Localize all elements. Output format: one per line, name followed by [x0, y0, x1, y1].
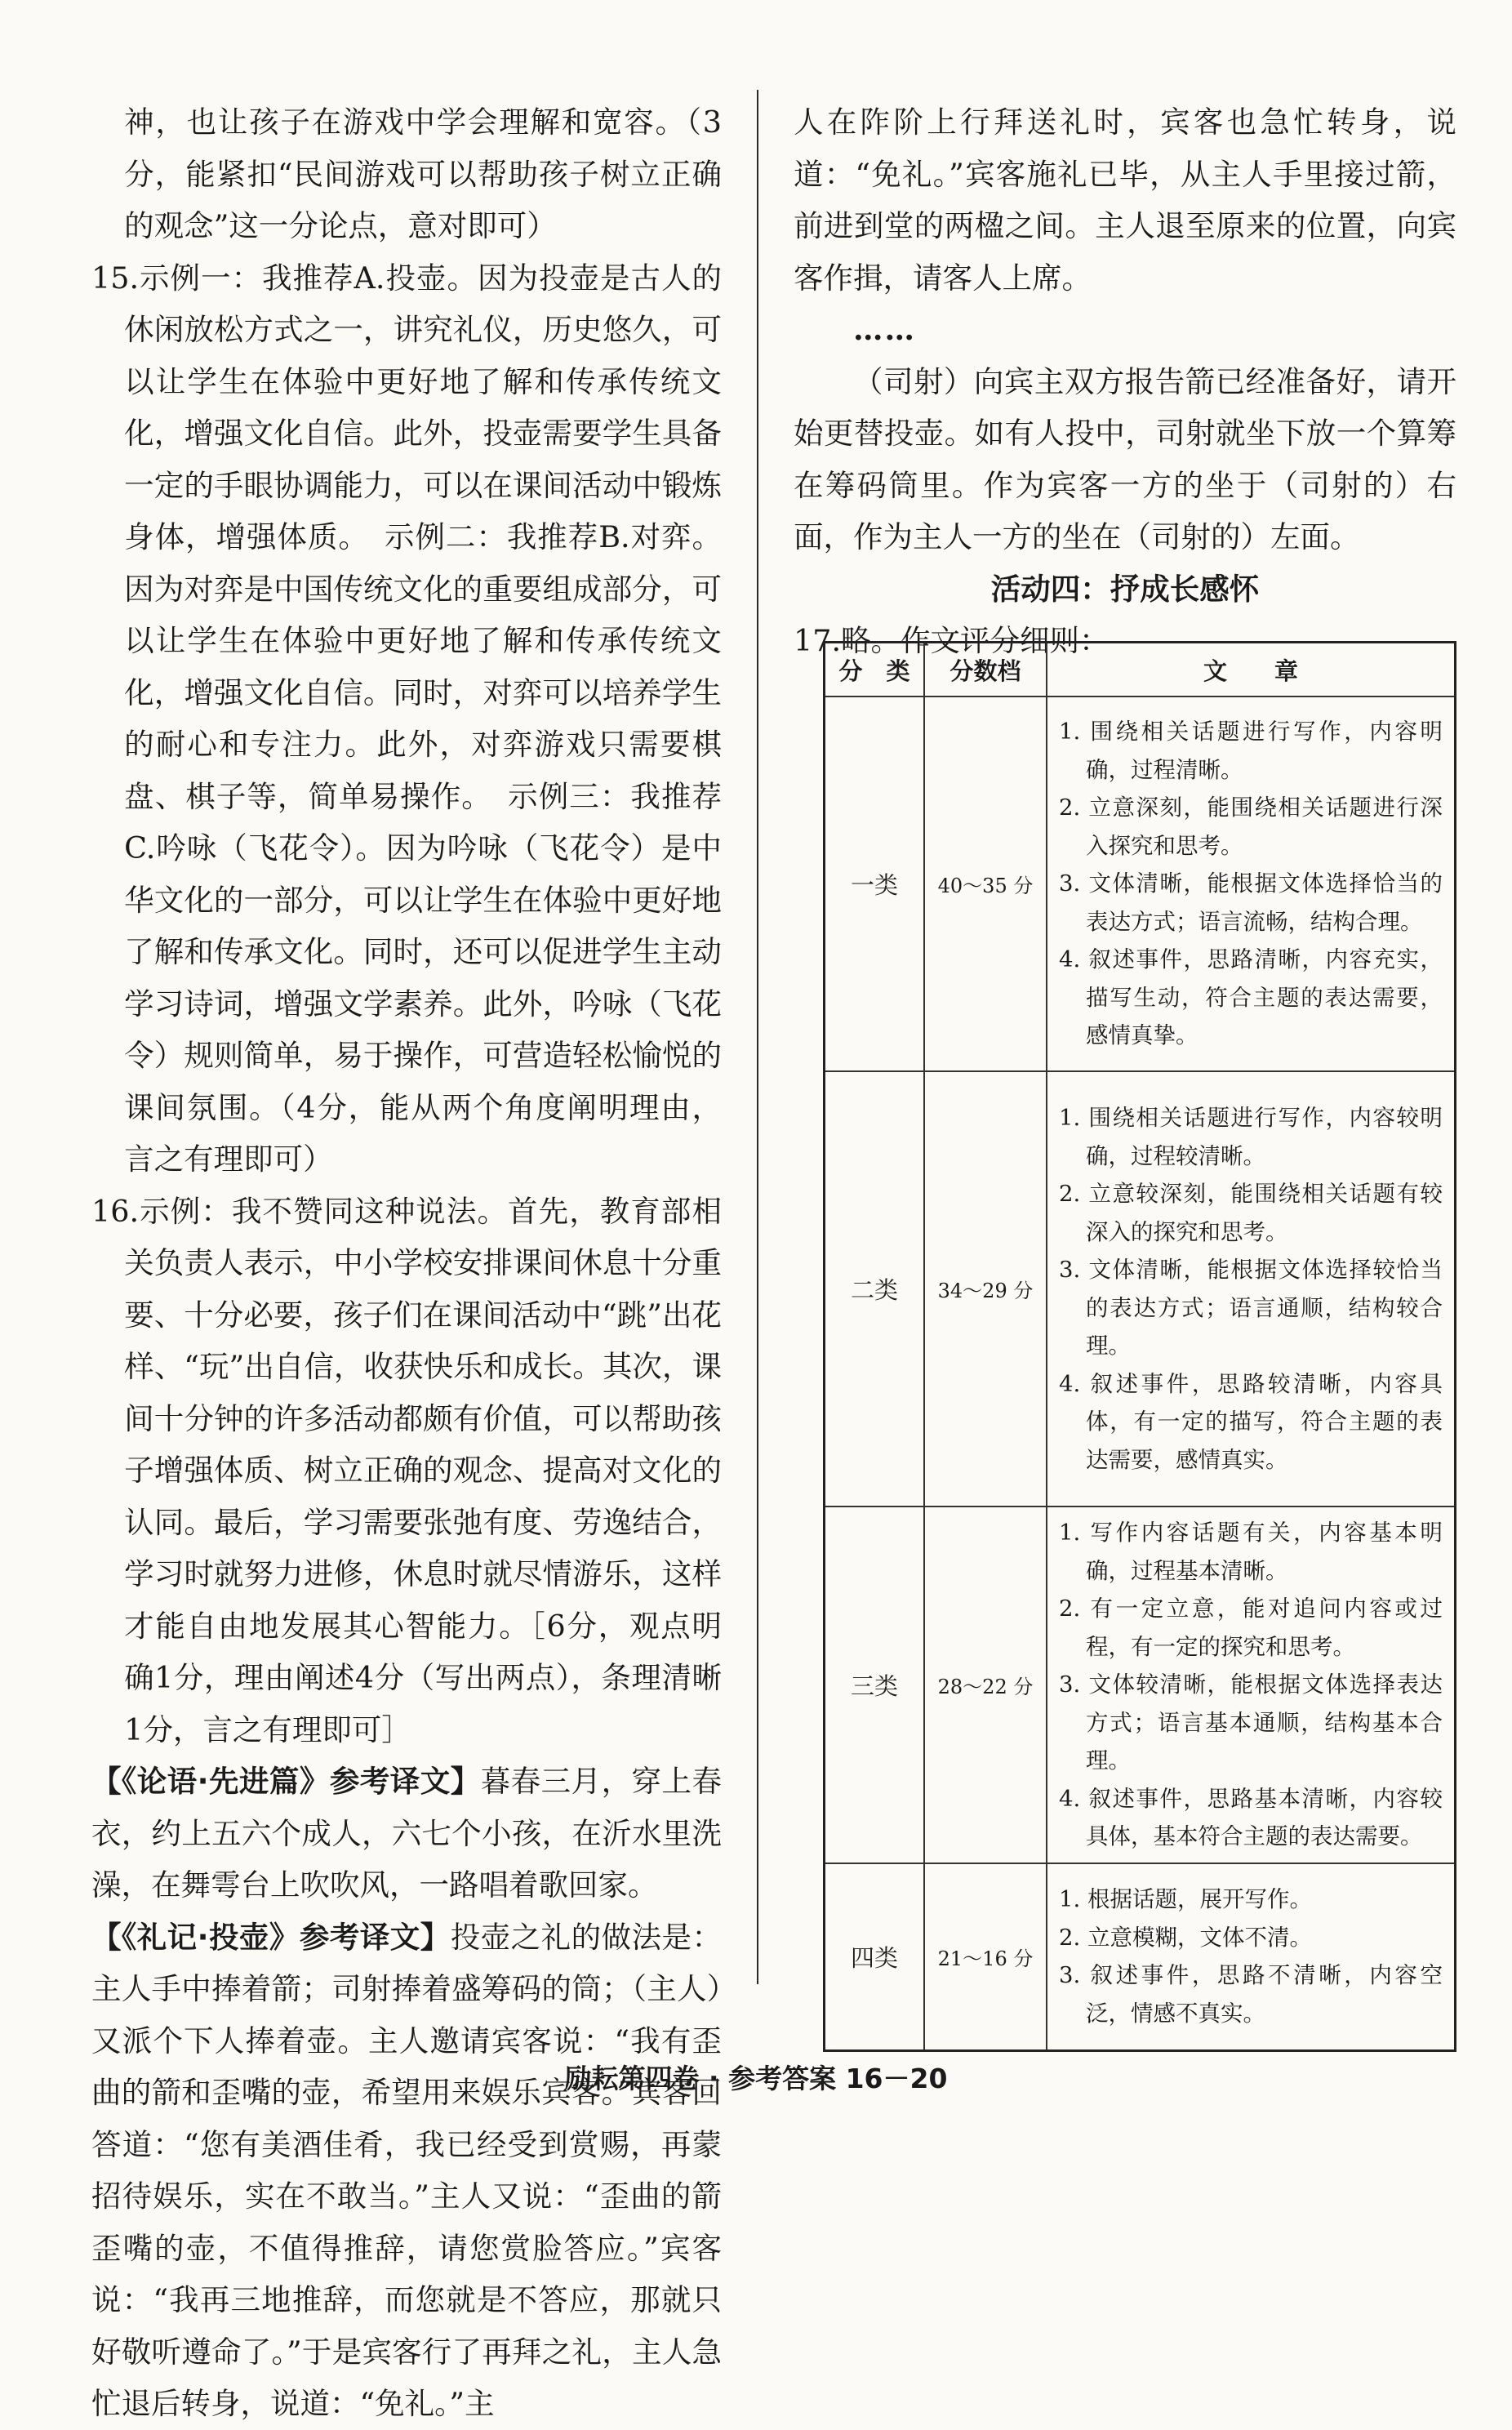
criterion: 3. 文体较清晰，能根据文体选择表达方式；语言基本通顺，结构基本合理。 — [1059, 1671, 1443, 1774]
criterion: 4. 叙述事件，思路清晰，内容充实，描写生动，符合主题的表达需要，感情真挚。 — [1059, 946, 1443, 1049]
row-description — [1047, 1863, 1456, 2051]
header-article: 文 章 — [1047, 643, 1456, 697]
criterion: 2. 立意深刻，能围绕相关话题进行深入探究和思考。 — [1059, 794, 1443, 859]
criterion: 2. 有一定立意，能对追问内容或过程，有一定的探究和思考。 — [1059, 1596, 1443, 1660]
criterion: 3. 叙述事件，思路不清晰，内容空泛，情感不真实。 — [1059, 1962, 1443, 2027]
table-row — [825, 697, 1456, 1071]
right-column — [794, 96, 1456, 667]
header-category: 分 类 — [825, 643, 925, 697]
activity-four-title: 活动四：抒成长感怀 — [990, 571, 1260, 607]
essay-rubric-table — [823, 641, 1456, 2052]
row-description — [1047, 1507, 1456, 1863]
criterion: 1. 围绕相关话题进行写作，内容较明确，过程较清晰。 — [1059, 1105, 1443, 1169]
table-row — [825, 1863, 1456, 2051]
answer-16: 16.示例：我不赞同这种说法。首先，教育部相关负责人表示，中小学校安排课间休息十分重要、十分必要，孩子们在课间活动中“跳”出花样、“玩”出自信，收获快乐和成长。其次，课间十分钟的许多活动都颇有价值，可以帮助孩子增强体质、树立正确的观念、提高对文化的认同。最后，学习需要张弛有度、劳逸结合，学习时就努力进修，休息时就尽情游乐，这样才能自由地发展其心智能力。［6分，观点明确1分，理由阐述4分（写出两点），条理清晰1分，言之有理即可］ — [91, 1193, 722, 1747]
table-header-row — [825, 643, 1456, 697]
row-score: 21～16 分 — [924, 1863, 1047, 2051]
table-row — [825, 1507, 1456, 1863]
answer-15: 15.示例一：我推荐A.投壶。因为投壶是古人的休闲放松方式之一，讲究礼仪，历史悠久，可以让学生在体验中更好地了解和传承传统文化，增强文化自信。此外，投壶需要学生具备一定的手眼协调能力，可以在课间活动中锻炼身体，增强体质。 示例二：我推荐B.对弈。因为对弈是中国传统文化的重要组成部分，可以让学生在体验中更好地了解和传承传统文化，增强文化自信。同时，对弈可以培养学生的耐心和专注力。此外，对弈游戏只需要棋盘、棋子等，简单易操作。 示例三：我推荐C.吟咏（飞花令）。因为吟咏（飞花令）是中华文化的一部分，可以让学生在体验中更好地了解和传承文化。同时，还可以促进学生主动学习诗词，增强文学素养。此外，吟咏（飞花令）规则简单，易于操作，可营造轻松愉悦的课间氛围。（4分，能从两个角度阐明理由，言之有理即可） — [91, 260, 722, 1177]
header-score: 分数档 — [924, 643, 1047, 697]
criterion: 1. 根据话题，展开写作。 — [1059, 1886, 1312, 1913]
criterion: 1. 围绕相关话题进行写作，内容明确，过程清晰。 — [1059, 719, 1443, 783]
page-footer: 励耘第四卷 · 参考答案 16－20 — [564, 2063, 948, 2094]
liji-body: 投壶之礼的做法是：主人手中捧着箭；司射捧着盛筹码的筒；（主人）又派个下人捧着壶。主人邀请宾客说：“我有歪曲的箭和歪嘴的壶，希望用来娱乐宾客。”宾客回答道：“您有美酒佳肴，我已经受到赏赐，再蒙招待娱乐，实在不敢当。”主人又说：“歪曲的箭歪嘴的壶，不值得推辞，请您赏脸答应。”宾客说：“我再三地推辞，而您就是不答应，那就只好敬听遵命了。”于是宾客行了再拜之礼，主人急忙退后转身，说道：“免礼。”主 — [91, 1919, 722, 2421]
row-score: 40～35 分 — [924, 697, 1047, 1071]
table-row — [825, 1071, 1456, 1507]
row-score: 28～22 分 — [924, 1507, 1047, 1863]
row-description — [1047, 697, 1456, 1071]
lunyu-body: 暮春三月，穿上春衣，约上五六个成人，六七个小孩，在沂水里洗澡，在舞雩台上吹吹风，一路唱着歌回家。 — [91, 1764, 722, 1903]
row-category: 三类 — [825, 1507, 925, 1863]
criterion: 3. 文体清晰，能根据文体选择较恰当的表达方式；语言通顺，结构较合理。 — [1059, 1257, 1443, 1359]
ellipsis: …… — [853, 312, 916, 347]
criterion: 4. 叙述事件，思路基本清晰，内容较具体，基本符合主题的表达需要。 — [1059, 1785, 1443, 1849]
lunyu-heading: 【《论语·先进篇》参考译文】 — [91, 1764, 481, 1799]
answer-14-continued: 神，也让孩子在游戏中学会理解和宽容。（3分，能紧扣“民间游戏可以帮助孩子树立正确的观念”这一分论点，意对即可） — [124, 105, 722, 243]
lunyu-translation — [91, 1756, 722, 1912]
criterion: 3. 文体清晰，能根据文体选择恰当的表达方式；语言流畅，结构合理。 — [1059, 870, 1443, 935]
row-score: 34～29 分 — [924, 1071, 1047, 1507]
criterion: 2. 立意较深刻，能围绕相关话题有较深入的探究和思考。 — [1059, 1181, 1443, 1245]
row-description — [1047, 1071, 1456, 1507]
row-category: 二类 — [825, 1071, 925, 1507]
liji-translation — [91, 1912, 722, 2430]
column-divider — [757, 90, 758, 1984]
row-category: 一类 — [825, 697, 925, 1071]
criterion: 2. 立意模糊，文体不清。 — [1059, 1924, 1312, 1951]
sishe-paragraph: （司射）向宾主双方报告箭已经准备好，请开始更替投壶。如有人投中，司射就坐下放一个算筹在筹码筒里。作为宾客一方的坐于（司射的）右面，作为主人一方的坐在（司射的）左面。 — [794, 363, 1456, 554]
liji-heading: 【《礼记·投壶》参考译文】 — [91, 1919, 451, 1955]
criterion: 1. 写作内容话题有关，内容基本明确，过程基本清晰。 — [1059, 1520, 1443, 1584]
answer-17: 17.略。作文评分细则： — [794, 623, 1110, 658]
row-category: 四类 — [825, 1863, 925, 2051]
liji-translation-continued: 人在阼阶上行拜送礼时，宾客也急忙转身，说道：“免礼。”宾客施礼已毕，从主人手里接过箭，前进到堂的两楹之间。主人退至原来的位置，向宾客作揖，请客人上席。 — [794, 105, 1456, 296]
criterion: 4. 叙述事件，思路较清晰，内容具体，有一定的描写，符合主题的表达需要，感情真实。 — [1059, 1370, 1443, 1473]
